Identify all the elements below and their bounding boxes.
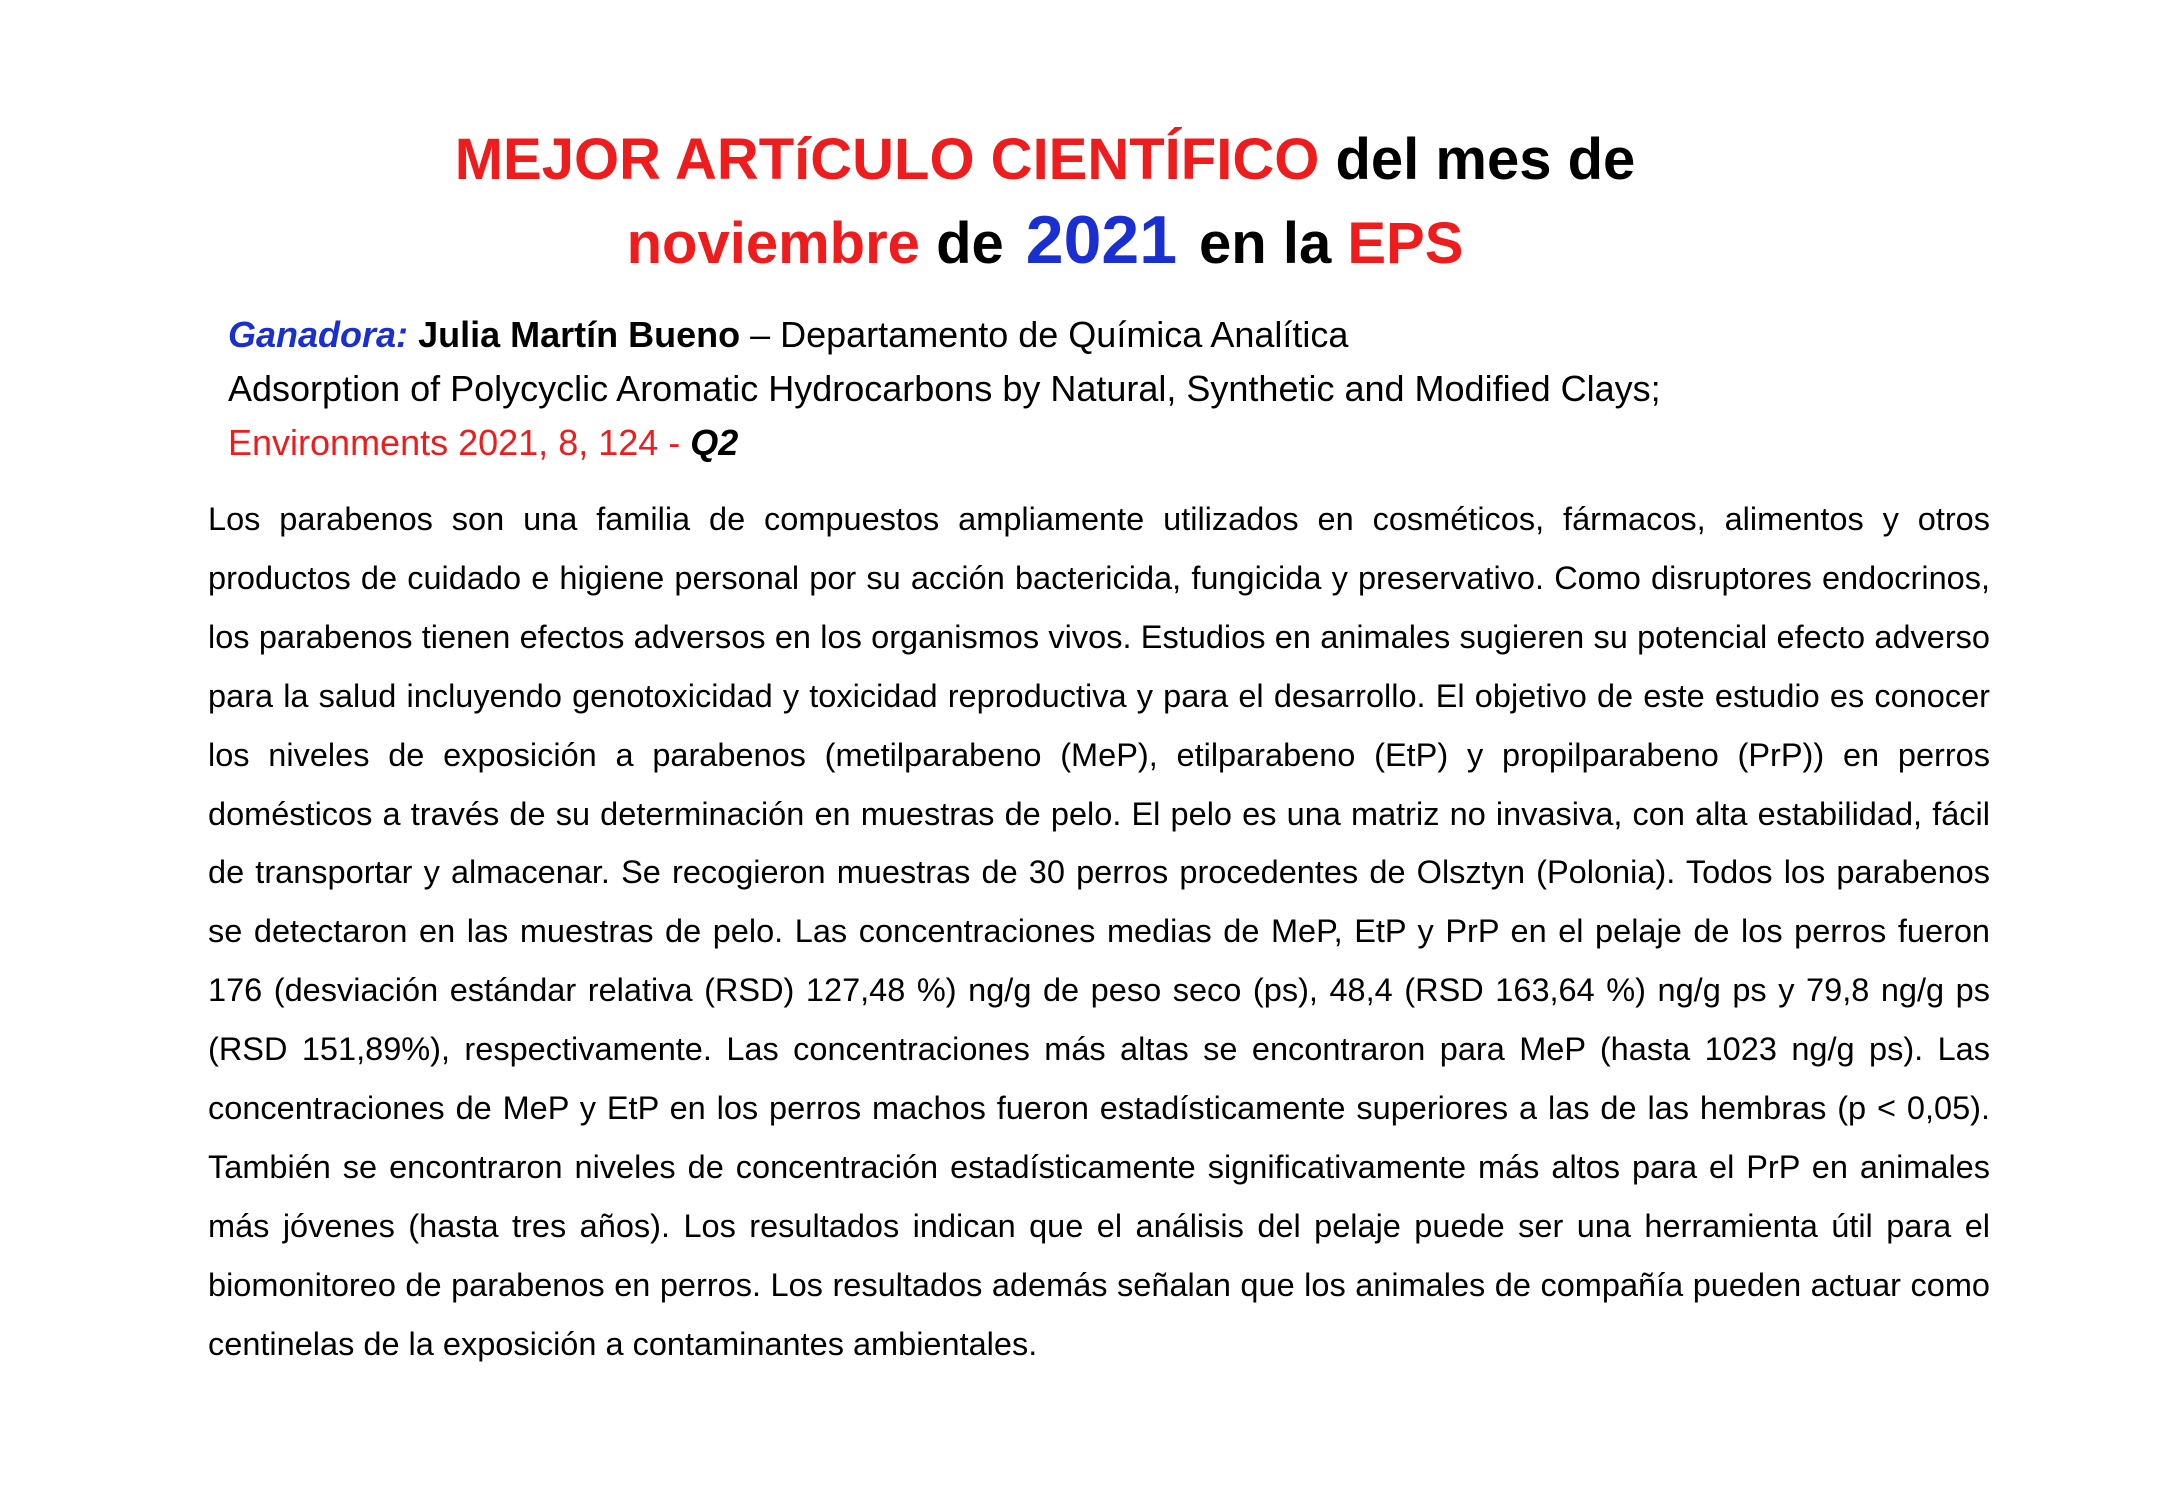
title-line-2 bbox=[0, 202, 2090, 279]
title-highlight: MEJOR ARTíCULO CIENTÍFICO bbox=[454, 127, 1320, 192]
title-line-1 bbox=[0, 125, 2090, 195]
article-title: Adsorption of Polycyclic Aromatic Hydrocarbons by Natural, Synthetic and Modified Clays; bbox=[228, 368, 1661, 409]
quartile-badge: Q2 bbox=[690, 422, 739, 463]
title-month-prefix: del mes de bbox=[1335, 127, 1636, 192]
winner-label: Ganadora: bbox=[228, 314, 409, 355]
title-year: 2021 bbox=[1025, 202, 1178, 278]
title-de: de bbox=[936, 211, 1004, 276]
journal-line bbox=[228, 416, 2028, 470]
winner-name: Julia Martín Bueno bbox=[418, 314, 741, 355]
winner-line bbox=[228, 308, 2028, 362]
title-school: EPS bbox=[1347, 211, 1464, 276]
journal-reference: Environments 2021, 8, 124 - bbox=[228, 422, 691, 463]
department: – Departamento de Química Analítica bbox=[740, 314, 1349, 355]
abstract-paragraph: Los parabenos son una familia de compuestos ampliamente utilizados en cosméticos, fármacos, alimentos y otros productos de cuidado e higiene personal por su acción bactericida, fungicida y preservativo. Como disruptores endocrinos, los parabenos tienen efectos adversos en los organismos vivos. Estudios en animales sugieren su potencial efecto adverso para la salud incluyendo genotoxicidad y toxicidad reproductiva y para el desarrollo. El objetivo de este estudio es conocer los niveles de exposición a parabenos (metilparabeno (MeP), etilparabeno (EtP) y propilparabeno (PrP)) en perros domésticos a través de su determinación en muestras de pelo. El pelo es una matriz no invasiva, con alta estabilidad, fácil de transportar y almacenar. Se recogieron muestras de 30 perros procedentes de Olsztyn (Polonia). Todos los parabenos se detectaron en las muestras de pelo. Las concentraciones medias de MeP, EtP y PrP en el pelaje de los perros fueron 176 (desviación estándar relativa (RSD) 127,48 %) ng/g de peso seco (ps), 48,4 (RSD 163,64 %) ng/g ps y 79,8 ng/g ps (RSD 151,89%), respectivamente. Las concentraciones más altas se encontraron para MeP (hasta 1023 ng/g ps). Las concentraciones de MeP y EtP en los perros machos fueron estadísticamente superiores a las de las hembras (p < 0,05). También se encontraron niveles de concentración estadísticamente significativamente más altos para el PrP en animales más jóvenes (hasta tres años). Los resultados indican que el análisis del pelaje puede ser una herramienta útil para el biomonitoreo de parabenos en perros. Los resultados además señalan que los animales de compañía pueden actuar como centinelas de la exposición a contaminantes ambientales. bbox=[208, 501, 1990, 1362]
title-en-la: en la bbox=[1199, 211, 1332, 276]
title-month: noviembre bbox=[626, 211, 920, 276]
